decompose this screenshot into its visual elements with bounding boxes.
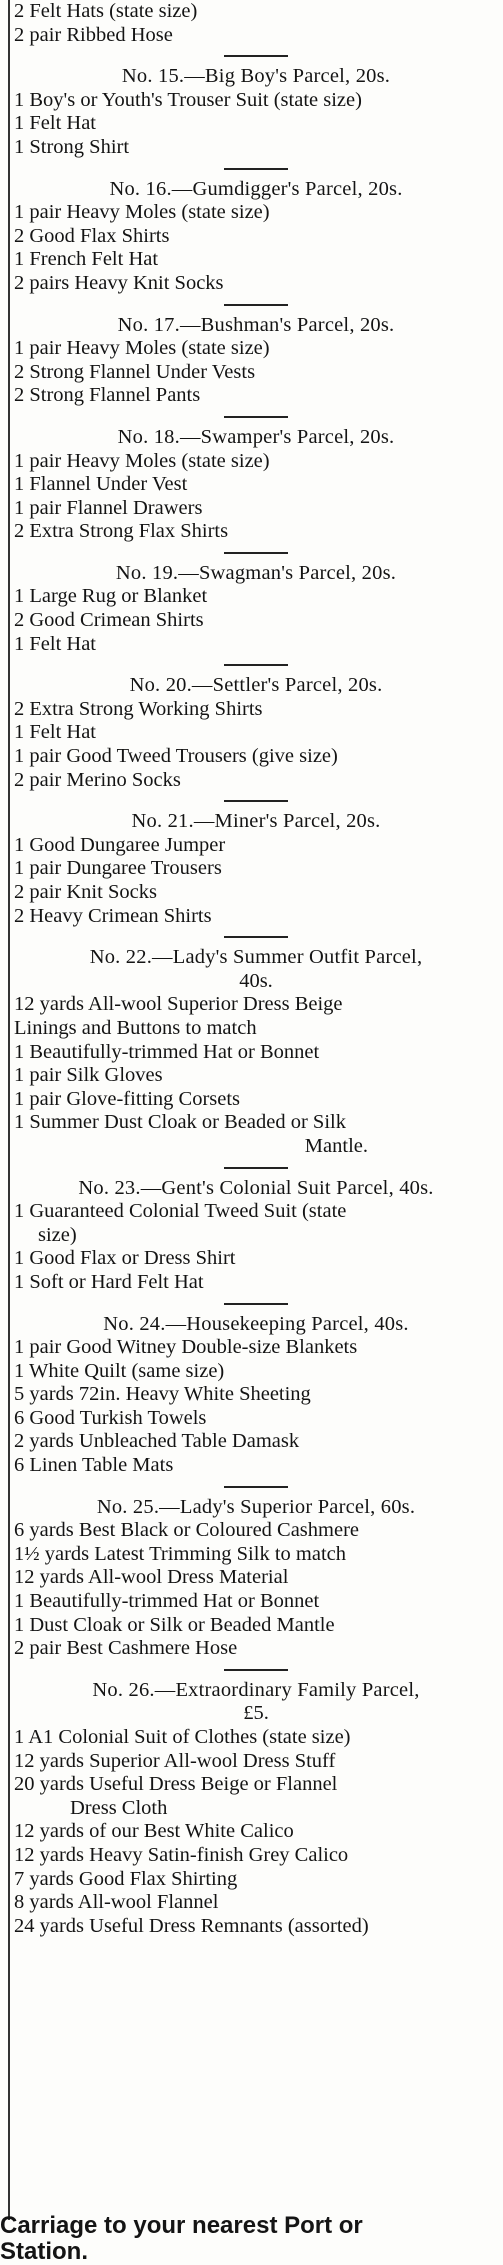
list-item: 12 yards Heavy Satin-finish Grey Calico [14,1843,349,1866]
parcel-heading: No. 22.—Lady's Summer Outfit Parcel, [89,946,423,969]
parcel-heading: No. 17.—Bushman's Parcel, 20s. [117,313,395,336]
list-item: 2 pairs Heavy Knit Socks [14,271,224,294]
list-item: 2 Extra Strong Flax Shirts [14,520,229,543]
list-item: 1 Felt Hat [14,632,96,655]
list-item: 6 Good Turkish Towels [14,1406,207,1429]
list-item: 1 White Quilt (same size) [14,1359,225,1382]
list-item: 5 yards 72in. Heavy White Sheeting [14,1383,311,1406]
parcel-section [14,416,498,544]
list-item: 6 yards Best Black or Coloured Cashmere [14,1519,360,1542]
separator-rule [224,552,288,554]
list-item: 1 pair Heavy Moles (state size) [14,337,270,360]
parcel-heading: No. 26.—Extraordinary Family Parcel, [92,1678,420,1701]
list-item: 2 pair Knit Socks [14,881,157,903]
parcel-heading-price: £5. [243,1702,269,1725]
parcel-heading: No. 21.—Miner's Parcel, 20s. [131,810,381,833]
parcel-section [14,304,498,408]
list-item: 1 Felt Hat [14,721,96,744]
list-item: 8 yards All-wool Flannel [14,1891,219,1914]
separator-rule [224,1167,288,1169]
separator-rule [224,55,288,57]
list-item: 12 yards Superior All-wool Dress Stuff [14,1749,336,1772]
list-item: 1 Dust Cloak or Silk or Beaded Mantle [14,1613,335,1636]
parcel-heading: No. 24.—Housekeeping Parcel, 40s. [103,1312,409,1335]
parcel-heading: No. 18.—Swamper's Parcel, 20s. [117,425,395,448]
list-item: 1 A1 Colonial Suit of Clothes (state size) [14,1726,351,1748]
list-item: 1 Large Rug or Blanket [14,585,208,608]
list-item: 24 yards Useful Dress Remnants (assorted) [14,1914,369,1937]
list-item: 1 Felt Hat [14,112,96,135]
parcel-heading: No. 16.—Gumdigger's Parcel, 20s. [109,177,403,200]
parcel-section [14,1669,498,1939]
parcel-section [14,552,498,656]
parcel-list [14,55,498,1938]
list-item: 2 yards Unbleached Table Damask [14,1430,300,1453]
list-item: 2 Strong Flannel Pants [14,384,201,407]
list-item: 1 Guaranteed Colonial Tweed Suit (state [14,1200,347,1223]
list-item: 1 Boy's or Youth's Trouser Suit (state size) [14,88,362,111]
parcel-heading: No. 25.—Lady's Superior Parcel, 60s. [96,1495,416,1518]
list-item: 1 pair Flannel Drawers [14,496,203,519]
advertisement-column [14,0,498,1938]
list-item: 1 pair Silk Gloves [14,1064,163,1087]
list-item: 2 pair Merino Socks [14,768,181,791]
parcel-section [14,55,498,159]
parcel-section [14,664,498,792]
column-rule [8,0,10,2220]
list-item: 12 yards of our Best White Calico [14,1820,294,1843]
parcel-section [14,800,498,928]
list-item: 1 Summer Dust Cloak or Beaded or Silk [14,1111,346,1134]
parcel-section [14,1486,498,1661]
carriage-notice [0,2213,503,2265]
separator-rule [224,800,288,802]
list-item: Dress Cloth [70,1796,168,1819]
list-item: 2 Extra Strong Working Shirts [14,697,263,720]
list-item: 1 Good Dungaree Jumper [14,833,226,856]
parcel-heading: No. 19.—Swagman's Parcel, 20s. [115,561,397,584]
separator-rule [224,1669,288,1671]
separator-rule [224,664,288,666]
list-item: 1 pair Heavy Moles (state size) [14,201,270,224]
separator-rule [224,936,288,938]
list-item: 2 Good Flax Shirts [14,224,170,247]
list-item: 1 French Felt Hat [14,248,159,271]
list-item: 1 Soft or Hard Felt Hat [14,1270,204,1293]
list-item: 12 yards All-wool Superior Dress Beige [14,993,343,1016]
separator-rule [224,168,288,170]
list-item: Linings and Buttons to match [14,1016,257,1039]
list-item: 1 pair Heavy Moles (state size) [14,449,270,472]
list-item: 20 yards Useful Dress Beige or Flannel [14,1773,338,1796]
list-item: 2 Heavy Crimean Shirts [14,904,212,927]
list-item: 2 Felt Hats (state size) [14,0,198,22]
separator-rule [224,416,288,418]
list-item: 1 Flannel Under Vest [14,473,188,496]
list-item: 1 Strong Shirt [14,135,130,158]
list-item: 2 pair Best Cashmere Hose [14,1637,238,1660]
list-item: 1 Good Flax or Dress Shirt [14,1247,236,1270]
separator-rule [224,1486,288,1488]
list-item: 1 pair Good Tweed Trousers (give size) [14,745,338,768]
list-item: 6 Linen Table Mats [14,1454,174,1477]
parcel-heading: No. 15.—Big Boy's Parcel, 20s. [121,65,391,88]
carriage-line-2: Station. [0,2238,88,2265]
list-item: 2 Strong Flannel Under Vests [14,360,256,383]
list-item: 12 yards All-wool Dress Material [14,1566,289,1589]
list-item: 2 pair Ribbed Hose [14,23,173,46]
parcel-heading-price: 40s. [239,969,273,992]
list-item: size) [38,1223,77,1246]
carriage-line-1: Carriage to your nearest Port or [0,2212,363,2239]
list-item: 1½ yards Latest Trimming Silk to match [14,1542,346,1565]
list-item: Mantle. [304,1134,368,1157]
separator-rule [224,304,288,306]
parcel-heading: No. 23.—Gent's Colonial Suit Parcel, 40s. [78,1176,434,1199]
list-item: 1 pair Good Witney Double-size Blankets [14,1336,358,1359]
list-item: 1 pair Dungaree Trousers [14,857,222,880]
parcel-section [14,1167,498,1295]
parcel-section [14,168,498,296]
list-item: 1 Beautifully-trimmed Hat or Bonnet [14,1590,320,1613]
list-item: 7 yards Good Flax Shirting [14,1867,238,1890]
list-item: 1 pair Glove-fitting Corsets [14,1087,241,1110]
parcel-section [14,1303,498,1478]
list-item: 1 Beautifully-trimmed Hat or Bonnet [14,1040,320,1063]
parcel-heading: No. 20.—Settler's Parcel, 20s. [129,674,383,697]
list-item: 2 Good Crimean Shirts [14,609,204,632]
parcel-section [14,936,498,1158]
separator-rule [224,1303,288,1305]
